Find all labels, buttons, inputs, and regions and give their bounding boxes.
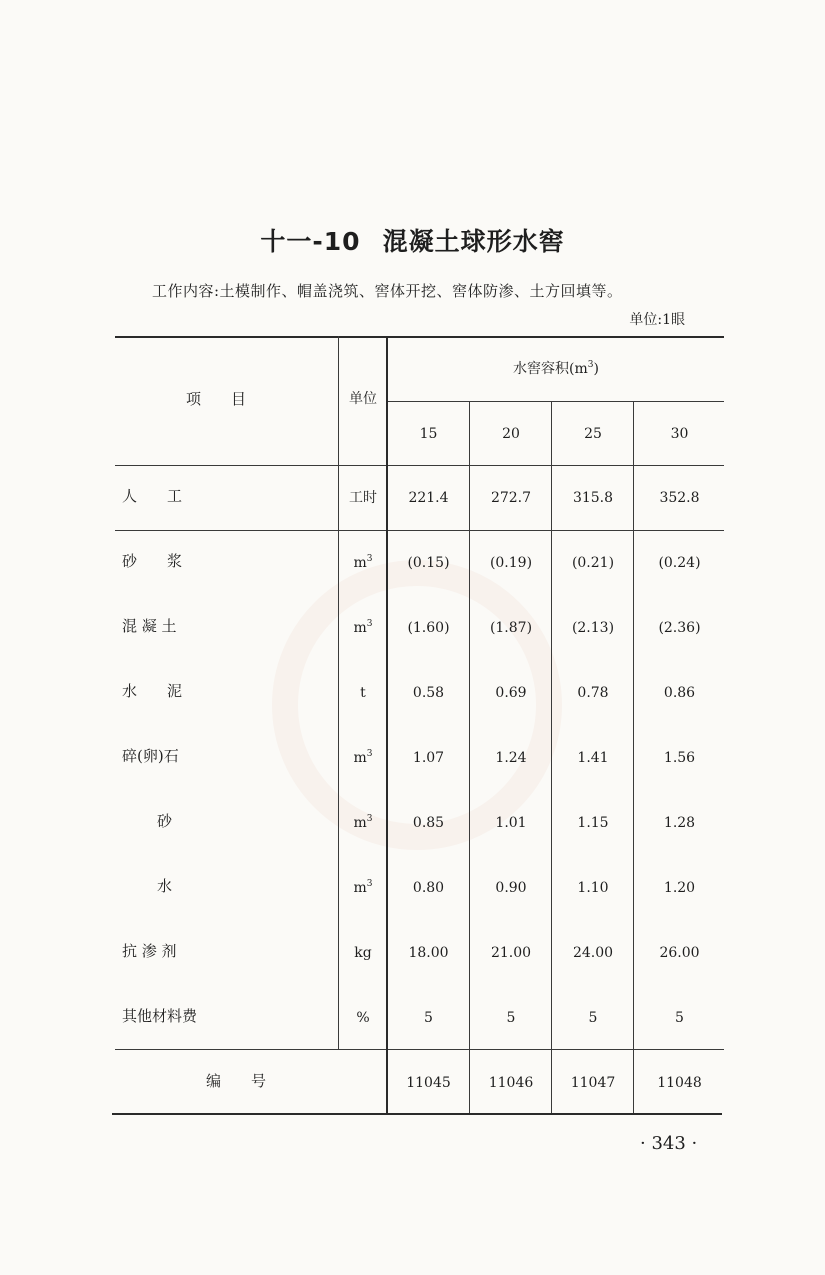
row-unit-antiseep <box>340 943 386 963</box>
table-cell: 352.8 <box>659 490 700 506</box>
table-cell: 1.10 <box>577 880 609 896</box>
table-cell: (0.19) <box>489 555 533 571</box>
table-cell: 5 <box>506 1010 516 1026</box>
row-label-gravel: 碎(卵)石 <box>122 747 179 765</box>
page-title <box>0 222 825 258</box>
volume-20: 20 <box>502 426 520 442</box>
table-cell: 1.01 <box>495 815 527 831</box>
column-header-volume <box>388 359 724 379</box>
code-cell: 11047 <box>570 1075 616 1091</box>
row-label-mortar: 砂 浆 <box>122 552 183 570</box>
unit-text: m <box>353 815 367 831</box>
table-cell: 5 <box>675 1010 684 1026</box>
row-unit-cement <box>340 683 386 703</box>
unit-text: m <box>353 620 367 636</box>
unit-sup: 3 <box>366 879 373 889</box>
group-header-rule <box>388 401 724 402</box>
unit-sup: 3 <box>366 554 373 564</box>
table-cell: (2.13) <box>571 620 615 636</box>
row-unit-water <box>340 878 386 898</box>
col-divider-1 <box>469 401 470 1113</box>
column-header-item: 项 目 <box>186 390 247 408</box>
table-cell: 0.78 <box>577 685 609 701</box>
row-label-cement: 水 泥 <box>122 682 183 700</box>
row-label-sand: 砂 <box>157 812 173 830</box>
section-title: 混凝土球形水窖 <box>382 227 565 256</box>
table-cell: 1.28 <box>663 815 696 831</box>
table-cell: 0.90 <box>495 880 527 896</box>
table-cell: (0.15) <box>407 555 450 571</box>
page-number: · 343 · <box>640 1133 698 1154</box>
table-cell: 21.00 <box>490 945 532 961</box>
table-bottom-rule <box>112 1113 722 1115</box>
table-cell: 5 <box>588 1010 598 1026</box>
col-divider-item <box>338 336 339 1050</box>
code-cell: 11048 <box>657 1075 702 1091</box>
unit-text: m <box>353 880 367 896</box>
row-unit-gravel <box>340 748 386 768</box>
table-cell: (1.60) <box>407 620 450 636</box>
row-label-labor: 人 工 <box>122 487 183 505</box>
table-cell: 18.00 <box>408 945 449 961</box>
unit-sup: 3 <box>366 749 373 759</box>
row-label-concrete: 混 凝 土 <box>122 617 177 635</box>
unit-text: m <box>353 555 367 571</box>
row-label-other-materials: 其他材料费 <box>122 1007 198 1025</box>
col-divider-unit <box>386 336 388 1114</box>
table-cell: 1.15 <box>577 815 609 831</box>
table-cell: 26.00 <box>659 945 700 961</box>
volume-25: 25 <box>584 426 602 442</box>
table-cell: 1.41 <box>577 750 609 766</box>
volume-30: 30 <box>670 426 689 442</box>
row-label-antiseep: 抗 渗 剂 <box>122 942 177 960</box>
volume-header-sup: 3 <box>587 360 594 370</box>
table-cell: 1.20 <box>663 880 696 896</box>
code-row-label: 编 号 <box>206 1072 267 1090</box>
table-top-rule <box>115 336 724 338</box>
table-cell: (0.21) <box>571 555 615 571</box>
section-number: 十一-10 <box>260 227 361 256</box>
volume-header-close: ) <box>593 361 599 377</box>
table-cell: (0.24) <box>658 555 701 571</box>
unit-note: 单位:1眼 <box>629 312 685 328</box>
code-cell: 11045 <box>406 1075 451 1091</box>
row-unit-sand <box>340 813 386 833</box>
column-header-unit: 单位 <box>349 391 377 407</box>
table-cell: 24.00 <box>572 945 614 961</box>
table-cell: 272.7 <box>490 490 532 506</box>
table-cell: 0.80 <box>412 880 445 896</box>
table-cell: (2.36) <box>658 620 701 636</box>
unit-text: kg <box>354 945 372 961</box>
unit-sup: 3 <box>366 814 373 824</box>
unit-text: t <box>360 685 366 701</box>
unit-text: % <box>356 1010 370 1026</box>
table-cell: 5 <box>424 1010 433 1026</box>
row-unit-concrete <box>340 618 386 638</box>
unit-sup: 3 <box>366 619 373 629</box>
table-cell: 0.86 <box>663 685 696 701</box>
table-cell: 1.56 <box>663 750 696 766</box>
table-cell: (1.87) <box>489 620 533 636</box>
table-cell: 1.24 <box>495 750 527 766</box>
table-cell: 221.4 <box>408 490 449 506</box>
table-cell: 0.85 <box>412 815 445 831</box>
unit-text: m <box>353 750 367 766</box>
col-divider-3 <box>633 401 634 1113</box>
table-cell: 0.69 <box>495 685 527 701</box>
volume-header-text: 水窖容积(m <box>513 361 588 377</box>
volume-15: 15 <box>419 426 438 442</box>
row-unit-mortar <box>340 553 386 573</box>
unit-text: 工时 <box>349 490 377 506</box>
code-cell: 11046 <box>488 1075 534 1091</box>
table-cell: 0.58 <box>412 685 445 701</box>
row-unit-labor <box>340 488 386 508</box>
col-divider-2 <box>551 401 552 1113</box>
table-cell: 1.07 <box>412 750 445 766</box>
faint-seal-watermark <box>272 560 562 850</box>
table-cell: 315.8 <box>572 490 614 506</box>
row-unit-other-materials <box>340 1008 386 1028</box>
row-label-water: 水 <box>157 877 173 895</box>
work-content: 工作内容:土模制作、帽盖浇筑、窖体开挖、窖体防渗、土方回填等。 <box>152 282 623 300</box>
